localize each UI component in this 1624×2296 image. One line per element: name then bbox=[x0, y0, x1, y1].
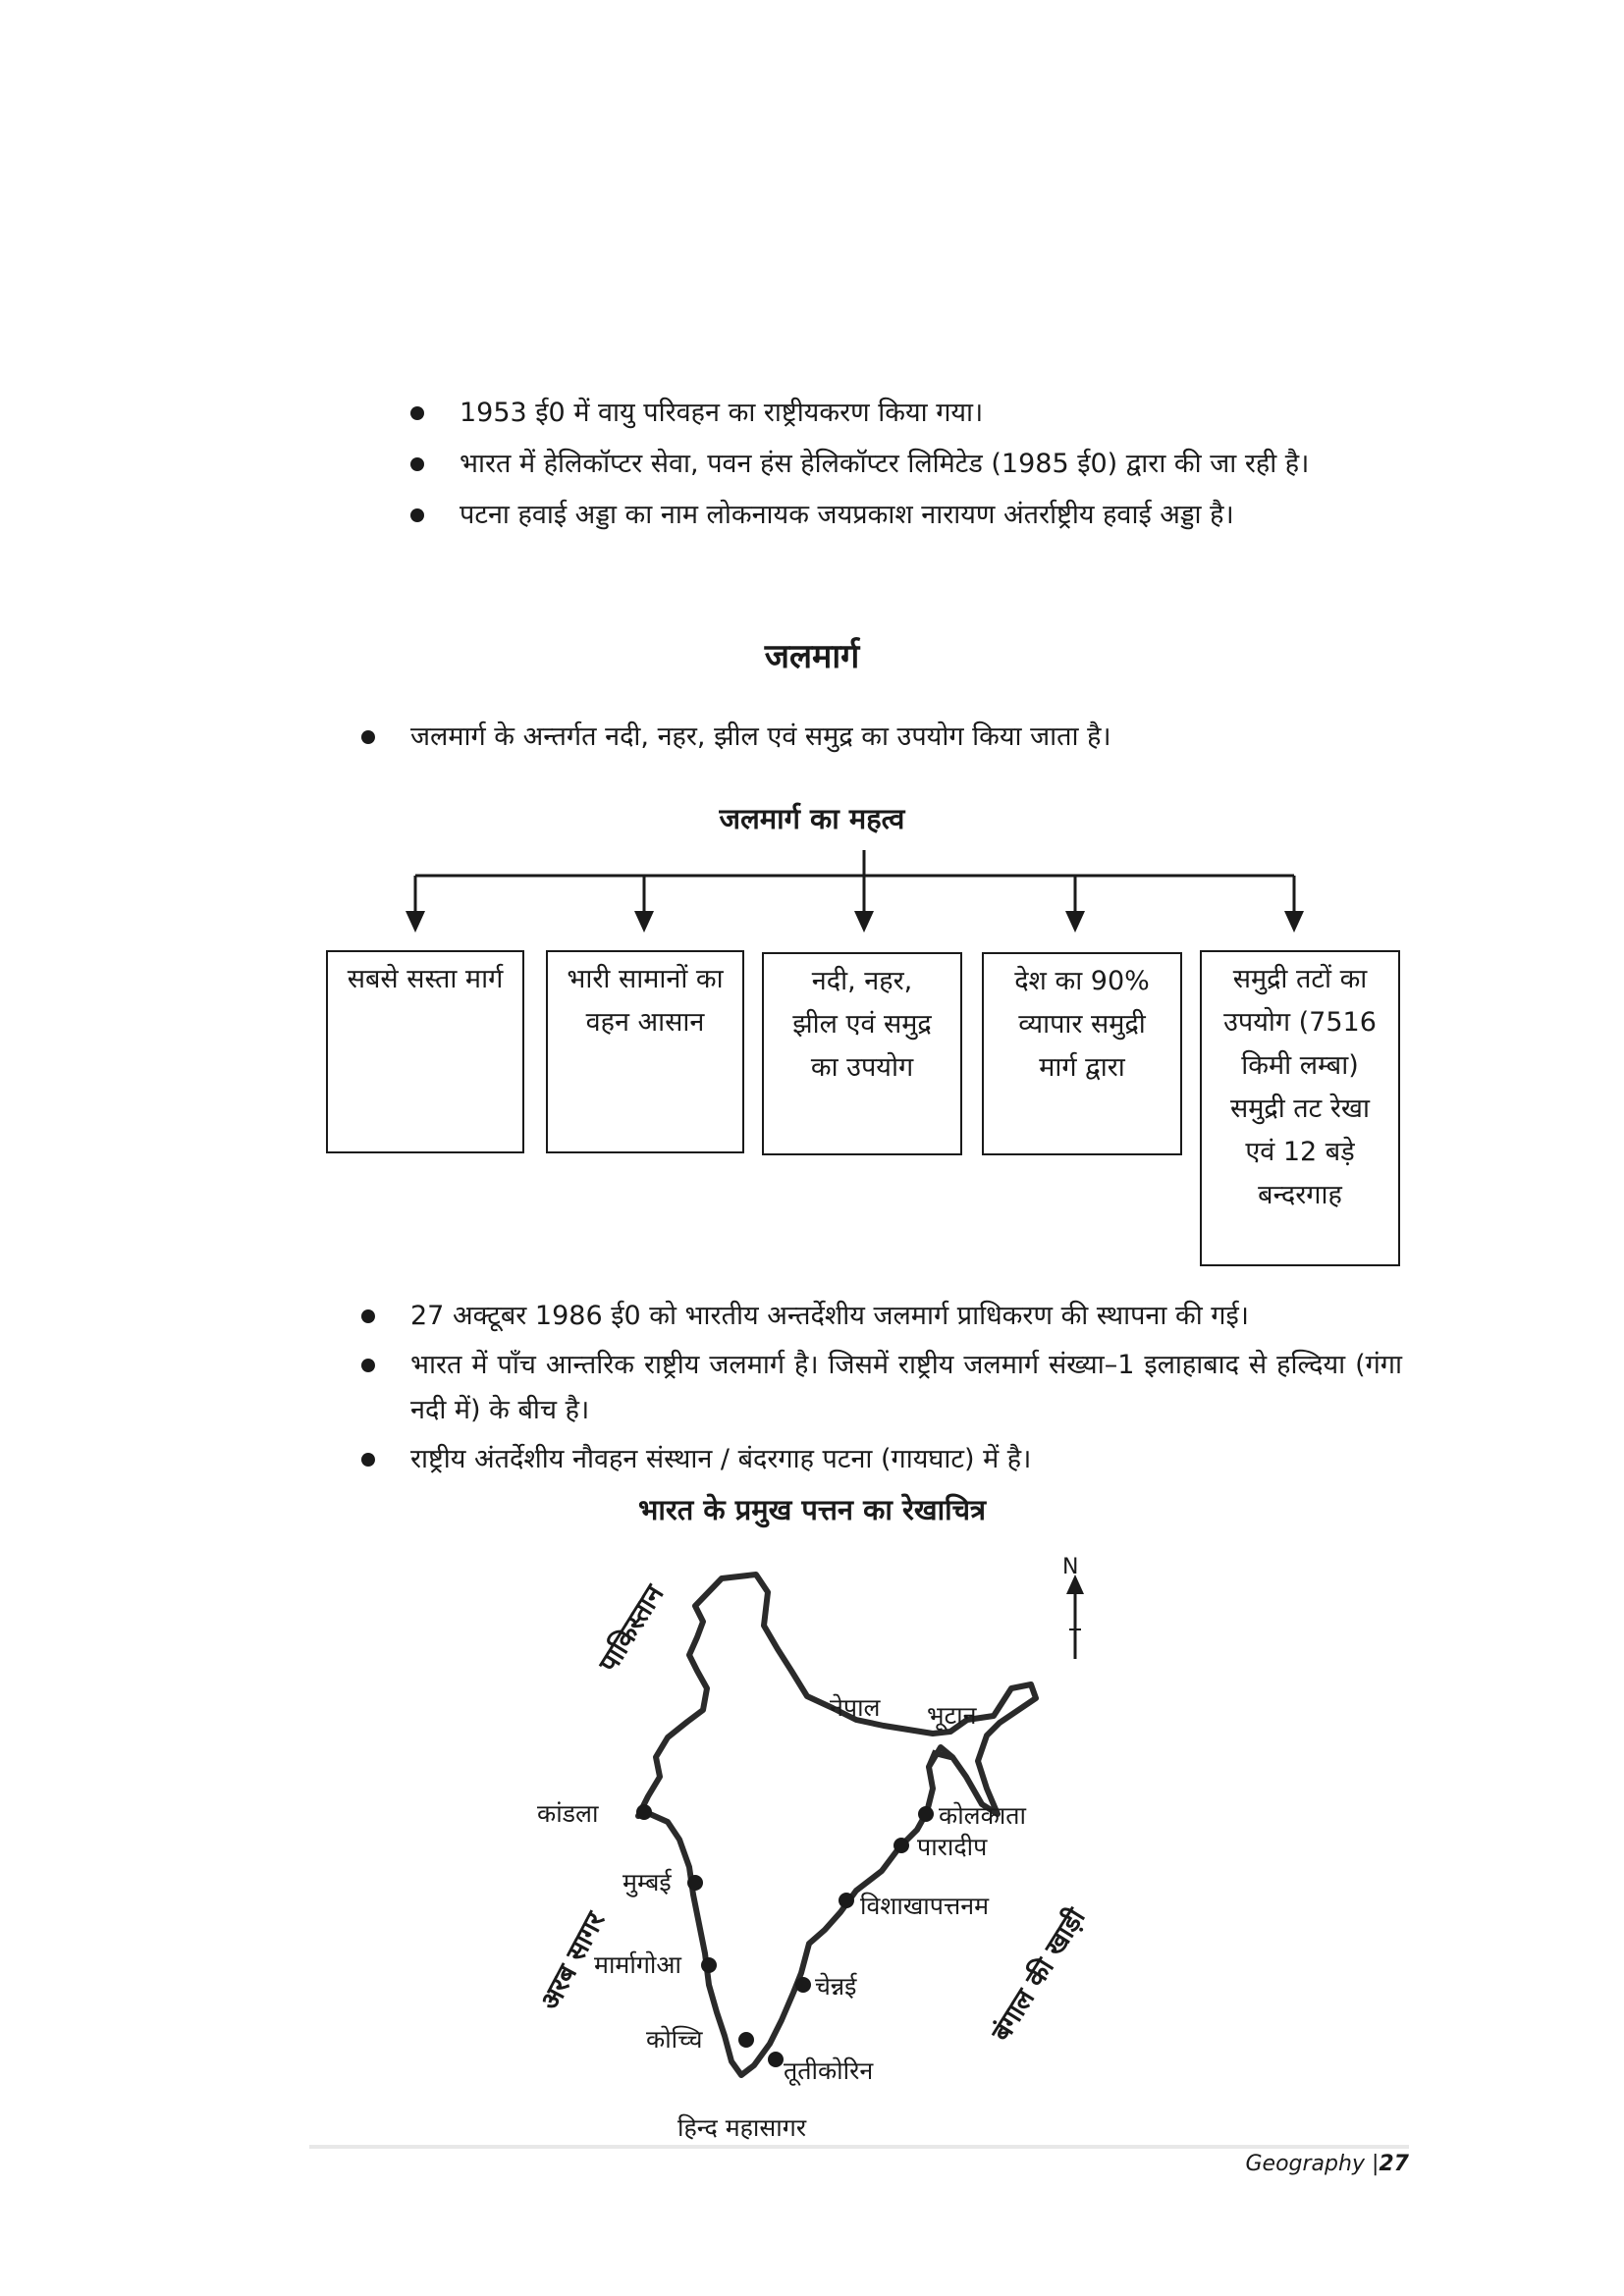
port-label-chennai: चेन्नई bbox=[815, 1972, 857, 2001]
port-marker bbox=[839, 1893, 854, 1908]
port-marker bbox=[768, 2052, 784, 2067]
pakistan-label: पाकिस्तान bbox=[593, 1579, 671, 1679]
arabian-sea-label: अरब सागर bbox=[534, 1907, 612, 2015]
diagram-box-heavy-goods: भारी सामानों का वहन आसान bbox=[546, 950, 744, 1153]
north-label: N bbox=[1062, 1555, 1079, 1579]
port-label-paradip: पारादीप bbox=[917, 1833, 988, 1861]
port-marker bbox=[918, 1806, 934, 1822]
north-arrow bbox=[1066, 1575, 1084, 1659]
port-label-marmagao: मार्मागोआ bbox=[594, 1950, 681, 1979]
port-marker bbox=[738, 2032, 754, 2048]
nepal-label: नेपाल bbox=[830, 1693, 881, 1722]
port-marker bbox=[687, 1875, 703, 1891]
port-label-visakhapatnam: विशाखापत्तनम bbox=[860, 1892, 990, 1920]
list-item: जलमार्ग के अन्तर्गत नदी, नहर, झील एवं समुद्र का उपयोग किया जाता है। bbox=[361, 715, 1402, 760]
list-item: 1953 ई0 में वायु परिवहन का राष्ट्रीयकरण किया गया। bbox=[410, 391, 1402, 436]
port-marker bbox=[795, 1977, 811, 1993]
section-heading: जलमार्ग bbox=[764, 637, 860, 676]
footer-divider bbox=[309, 2145, 1409, 2149]
bay-of-bengal-label: बंगाल की खाड़ी bbox=[986, 1902, 1092, 2048]
port-label-kolkata: कोलकाता bbox=[939, 1801, 1027, 1830]
diagram-title: जलमार्ग का महत्व bbox=[719, 802, 905, 835]
list-item: 27 अक्टूबर 1986 ई0 को भारतीय अन्तर्देशीय जलमार्ग प्राधिकरण की स्थापना की गई। bbox=[361, 1294, 1402, 1339]
list-item: पटना हवाई अड्डा का नाम लोकनायक जयप्रकाश नारायण अंतर्राष्ट्रीय हवाई अड्डा है। bbox=[410, 493, 1402, 538]
indian-ocean-label: हिन्द महासागर bbox=[677, 2113, 807, 2142]
port-marker bbox=[701, 1957, 717, 1973]
footer-subject: Geography bbox=[1245, 2152, 1365, 2176]
diagram-box-usage: नदी, नहर, झील एवं समुद्र का उपयोग bbox=[762, 952, 962, 1155]
list-item: भारत में हेलिकॉप्टर सेवा, पवन हंस हेलिकॉप्टर लिमिटेड (1985 ई0) द्वारा की जा रही है। bbox=[410, 442, 1402, 487]
port-label-mumbai: मुम्बई bbox=[623, 1868, 672, 1896]
map-title: भारत के प्रमुख पत्तन का रेखाचित्र bbox=[637, 1493, 987, 1526]
port-marker bbox=[636, 1804, 652, 1820]
diagram-box-coastline: समुद्री तटों का उपयोग (7516 किमी लम्बा) समुद्री तट रेखा एवं 12 बड़े बन्दरगाह bbox=[1200, 950, 1400, 1266]
list-item: राष्ट्रीय अंतर्देशीय नौवहन संस्थान / बंदरगाह पटना (गायघाट) में है। bbox=[361, 1437, 1402, 1482]
port-label-kochi: कोच्चि bbox=[646, 2025, 703, 2054]
page-number: 27 bbox=[1379, 2152, 1409, 2176]
list-item: भारत में पाँच आन्तरिक राष्ट्रीय जलमार्ग है। जिसमें राष्ट्रीय जलमार्ग संख्या–1 इलाहाबाद से हल्दिया (गंगा नदी में) के बीच है। bbox=[361, 1343, 1402, 1433]
page-footer: Geography |27 bbox=[1245, 2152, 1409, 2176]
bhutan-label: भूटान bbox=[927, 1701, 977, 1730]
port-label-tuticorin: तूतीकोरिन bbox=[784, 2056, 874, 2085]
diagram-box-cheapest: सबसे सस्ता मार्ग bbox=[326, 950, 524, 1153]
port-label-kandla: कांडला bbox=[537, 1799, 599, 1828]
bangladesh-notch bbox=[929, 1753, 950, 1767]
port-marker bbox=[893, 1838, 909, 1853]
diagram-box-trade: देश का 90% व्यापार समुद्री मार्ग द्वारा bbox=[982, 952, 1182, 1155]
